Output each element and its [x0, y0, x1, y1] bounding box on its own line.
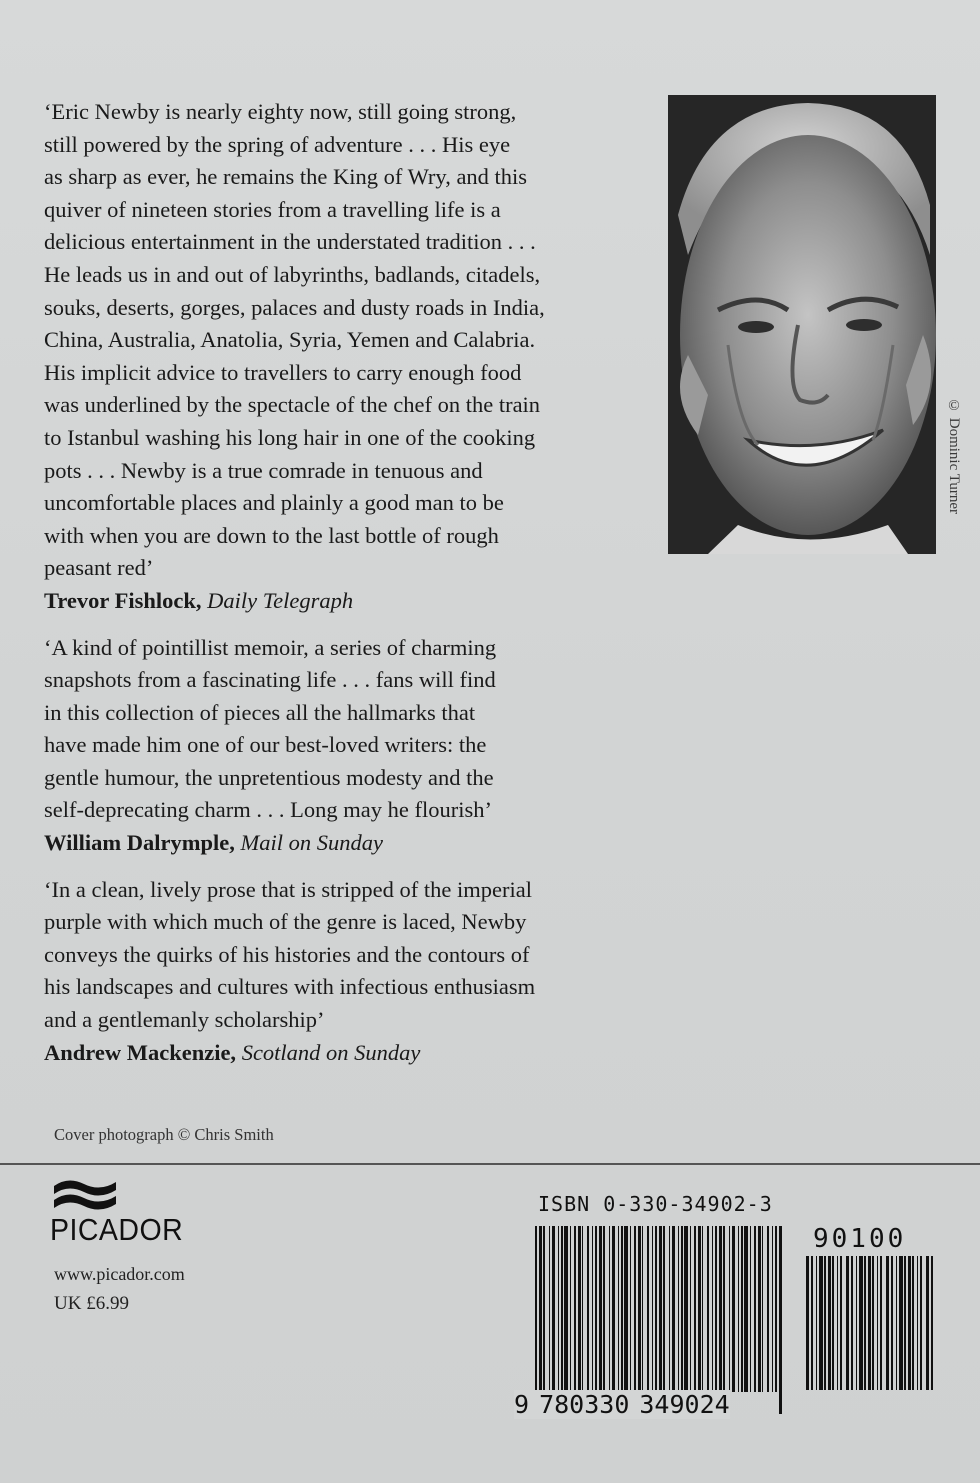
barcode-bar [758, 1226, 761, 1392]
quote-author: William Dalrymple, [44, 830, 235, 856]
barcode-bar [618, 1226, 619, 1392]
barcode-bar [712, 1226, 713, 1392]
barcode-bar [715, 1226, 717, 1392]
barcode-bar [587, 1226, 589, 1392]
barcode-bar [723, 1226, 725, 1392]
barcode-bar [592, 1226, 593, 1392]
barcode-bar [851, 1256, 853, 1390]
barcode-bar [767, 1226, 769, 1392]
barcode-bar [772, 1226, 773, 1392]
barcode-bar [837, 1256, 838, 1390]
barcode-bar [738, 1226, 739, 1392]
barcode-bar [872, 1256, 874, 1390]
review-quote [44, 96, 634, 618]
barcode-bar [868, 1256, 871, 1390]
barcode-bar [744, 1226, 748, 1392]
barcode-bar [864, 1256, 866, 1390]
publisher-name: PICADOR [50, 1212, 184, 1247]
review-quote [44, 632, 634, 860]
barcode-bar [634, 1226, 636, 1392]
barcode-bar [719, 1226, 722, 1392]
review-quotes [44, 96, 634, 1083]
barcode-bar [681, 1226, 683, 1392]
photo-credit: © Dominic Turner [946, 398, 962, 515]
barcode-bar [811, 1256, 813, 1390]
barcode-bar [669, 1226, 670, 1392]
quote-publication: Daily Telegraph [207, 587, 354, 613]
author-photo [668, 95, 936, 554]
barcode-bar [663, 1226, 665, 1414]
barcode-bar [856, 1256, 857, 1390]
barcode-bar [621, 1226, 623, 1392]
barcode-bar [779, 1226, 782, 1414]
barcode-bar [652, 1226, 653, 1392]
barcode-bar [828, 1256, 831, 1390]
barcode-bar [846, 1256, 849, 1390]
barcode-bar [672, 1226, 675, 1392]
quote-author: Andrew Mackenzie, [44, 1039, 237, 1065]
barcode-bar [659, 1226, 662, 1414]
barcode-bar [840, 1256, 842, 1390]
barcode-bar [570, 1226, 571, 1392]
barcode-bar [732, 1226, 735, 1392]
ean-group-1: 780330 [539, 1390, 630, 1419]
barcode-bar [599, 1226, 602, 1392]
barcode-bar [535, 1226, 537, 1414]
author-portrait-graphic [668, 95, 936, 554]
quote-text: ‘In a clean, lively prose that is stripped of the imperial purple with which much of the genre is laced, Newby conveys the quirks of his histories and the contours of his landscapes and cultures with infectious enthusiasm and a gentlemanly scholarship’ [44, 876, 536, 1033]
barcode-bar [920, 1256, 922, 1390]
barcode-bar [702, 1226, 703, 1392]
barcode-bar [917, 1256, 918, 1390]
barcode-bar [824, 1256, 826, 1390]
addon-barcode [806, 1256, 934, 1412]
barcode-bar [595, 1226, 597, 1392]
ean-barcode [535, 1226, 783, 1414]
quote-attribution [44, 827, 634, 860]
quote-publication: Scotland on Sunday [241, 1039, 421, 1065]
picador-logo-icon [52, 1178, 118, 1216]
barcode-bar [582, 1226, 583, 1392]
ean-digits [514, 1390, 730, 1419]
divider-line [0, 1163, 980, 1165]
quote-publication: Mail on Sunday [240, 830, 383, 856]
barcode-bar [694, 1226, 696, 1392]
barcode-bar [912, 1256, 914, 1390]
barcode-bar [561, 1226, 563, 1392]
quote-text: ‘A kind of pointillist memoir, a series of charming snapshots from a fascinating life . . . fans will find in this collection of pieces all the hallmarks that have made him one of our best-loved writers: the gentle humour, the unpretentious modesty and the self-deprecating charm . . . Long may he flourish’ [44, 634, 497, 823]
quote-text: ‘Eric Newby is nearly eighty now, still going strong, still powered by the spring of adventure . . . His eye as sharp as ever, he remains the King of Wry, and this quiver of nineteen stories from a travelling life is a delicious entertainment in the understated tradition . . . He leads us in and out of labyrinths, badlands, citadels, souks, deserts, gorges, palaces and dusty roads in India, China, Australia, Anatolia, Syria, Yemen and Calabria. His implicit advice to travellers to carry enough food was underlined by the spectacle of the chef on the train to Istanbul washing his long hair in one of the cooking pots . . . Newby is a true comrade in tenuous and uncomfortable places and plainly a good man to be with when you are down to the last bottle of rough peasant red’ [44, 99, 545, 581]
quote-attribution [44, 585, 634, 618]
barcode-bar [655, 1226, 657, 1414]
ean-group-2: 349024 [639, 1390, 730, 1419]
barcode-bar [877, 1256, 878, 1390]
ean-lead-digit: 9 [514, 1390, 530, 1419]
barcode-bar [816, 1256, 817, 1390]
barcode-bar [684, 1226, 688, 1392]
barcode-bar [638, 1226, 641, 1392]
barcode-bar [549, 1226, 550, 1392]
review-quote [44, 874, 634, 1070]
barcode-bar [931, 1256, 933, 1390]
barcode-bar [698, 1226, 701, 1392]
barcode-bar [552, 1226, 555, 1392]
price-code: 90100 [813, 1224, 907, 1254]
publisher-website: www.picador.com [54, 1264, 185, 1284]
barcode-bar [642, 1226, 643, 1392]
quote-attribution [44, 1037, 634, 1070]
barcode-bar [539, 1226, 542, 1414]
barcode-bar [678, 1226, 679, 1392]
barcode-bar [754, 1226, 756, 1392]
barcode-bar [612, 1226, 615, 1392]
barcode-bar [896, 1256, 897, 1390]
barcode-bar [819, 1256, 823, 1390]
barcode-bar [647, 1226, 649, 1392]
barcode-bar [564, 1226, 568, 1392]
barcode-bar [926, 1256, 929, 1390]
barcode-bar [558, 1226, 559, 1392]
barcode-bar [908, 1256, 911, 1390]
barcode-bar [729, 1226, 730, 1392]
barcode-bar [578, 1226, 581, 1392]
barcode-bar [609, 1226, 610, 1392]
barcode-bar [859, 1256, 863, 1390]
barcode-bar [690, 1226, 691, 1392]
barcode-bar [741, 1226, 743, 1392]
quote-author: Trevor Fishlock, [44, 587, 202, 613]
barcode-bar [750, 1226, 751, 1392]
barcode-bar [899, 1256, 903, 1390]
barcode-bar [762, 1226, 763, 1392]
price: UK £6.99 [54, 1293, 129, 1314]
barcode-bar [630, 1226, 631, 1392]
barcode-bar [574, 1226, 576, 1392]
cover-photo-credit: Cover photograph © Chris Smith [54, 1125, 274, 1144]
barcode-bar [707, 1226, 709, 1392]
barcode-bar [624, 1226, 628, 1392]
barcode-bar [775, 1226, 777, 1392]
barcode-bar [880, 1256, 882, 1390]
barcode-bar [904, 1256, 906, 1390]
barcode-bar [886, 1256, 889, 1390]
barcode-bar [891, 1256, 893, 1390]
barcode-bar [832, 1256, 834, 1390]
barcode-bar [806, 1256, 809, 1390]
barcode-bar [543, 1226, 545, 1392]
isbn-number: ISBN 0-330-34902-3 [538, 1192, 773, 1216]
barcode-bar [603, 1226, 605, 1392]
